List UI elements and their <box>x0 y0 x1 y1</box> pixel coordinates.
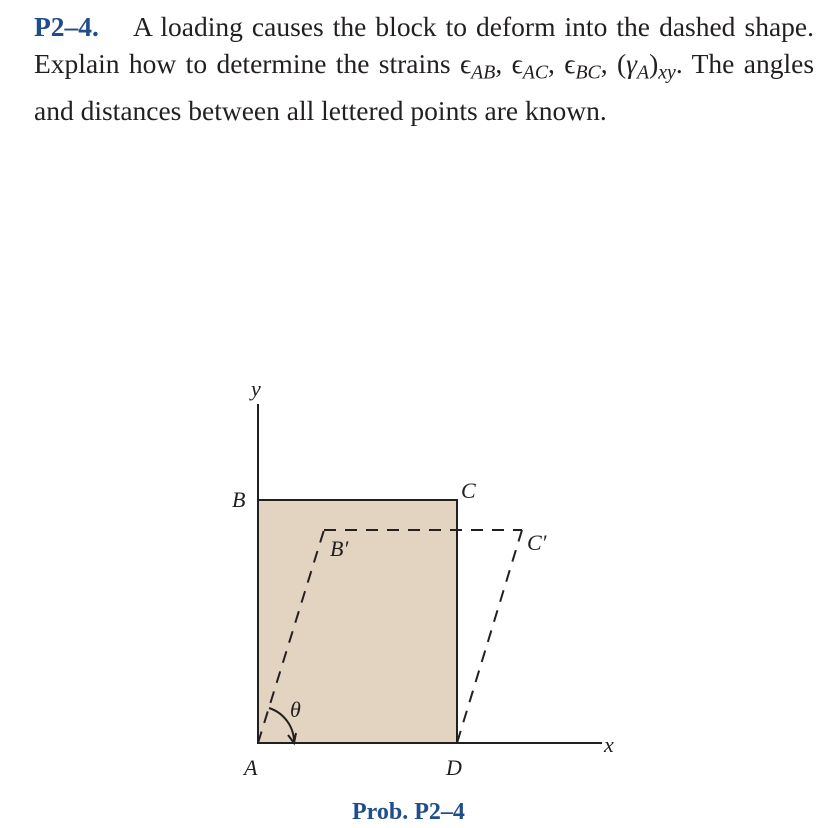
problem-text-part-2: The angles and distances between all lettered points are known. <box>34 48 815 126</box>
point-c-label: C <box>461 478 476 503</box>
point-c-prime-label: C′ <box>527 530 547 555</box>
problem-number: P2–4. <box>34 11 99 42</box>
strain-ac-symbol: $\epsilon_{AC}$ <box>511 48 549 84</box>
strain-ab-symbol: $\epsilon_{AB}$ <box>460 48 496 84</box>
x-axis-label: x <box>604 732 614 757</box>
undeformed-block <box>258 500 457 743</box>
y-axis-label: y <box>251 376 261 401</box>
strain-bc-symbol: $\epsilon_{BC}$ <box>564 48 601 84</box>
shear-strain-symbol: $(\gamma_A)_{xy}$ <box>617 48 676 84</box>
figure-caption: Prob. P2–4 <box>352 799 465 825</box>
problem-text-part-1: A loading causes the block to deform into the dashed shape. Explain how to determine the strains <box>34 11 814 79</box>
deformed-edge-cd <box>457 530 522 743</box>
point-a-label: A <box>244 755 258 780</box>
point-b-prime-label: B′ <box>330 536 349 561</box>
point-d-label: D <box>446 755 462 780</box>
point-b-label: B <box>232 487 246 512</box>
angle-theta-label: θ <box>290 697 301 722</box>
problem-statement: P2–4. A loading causes the block to deform into the dashed shape. Explain how to determine the strains $\epsilon_{AB}$, $\epsilon_{AC}$, $\epsilon_{BC}$, $(\gamma_A)_{xy}$. The angles and distances between all lettered points are known. <box>34 11 815 126</box>
